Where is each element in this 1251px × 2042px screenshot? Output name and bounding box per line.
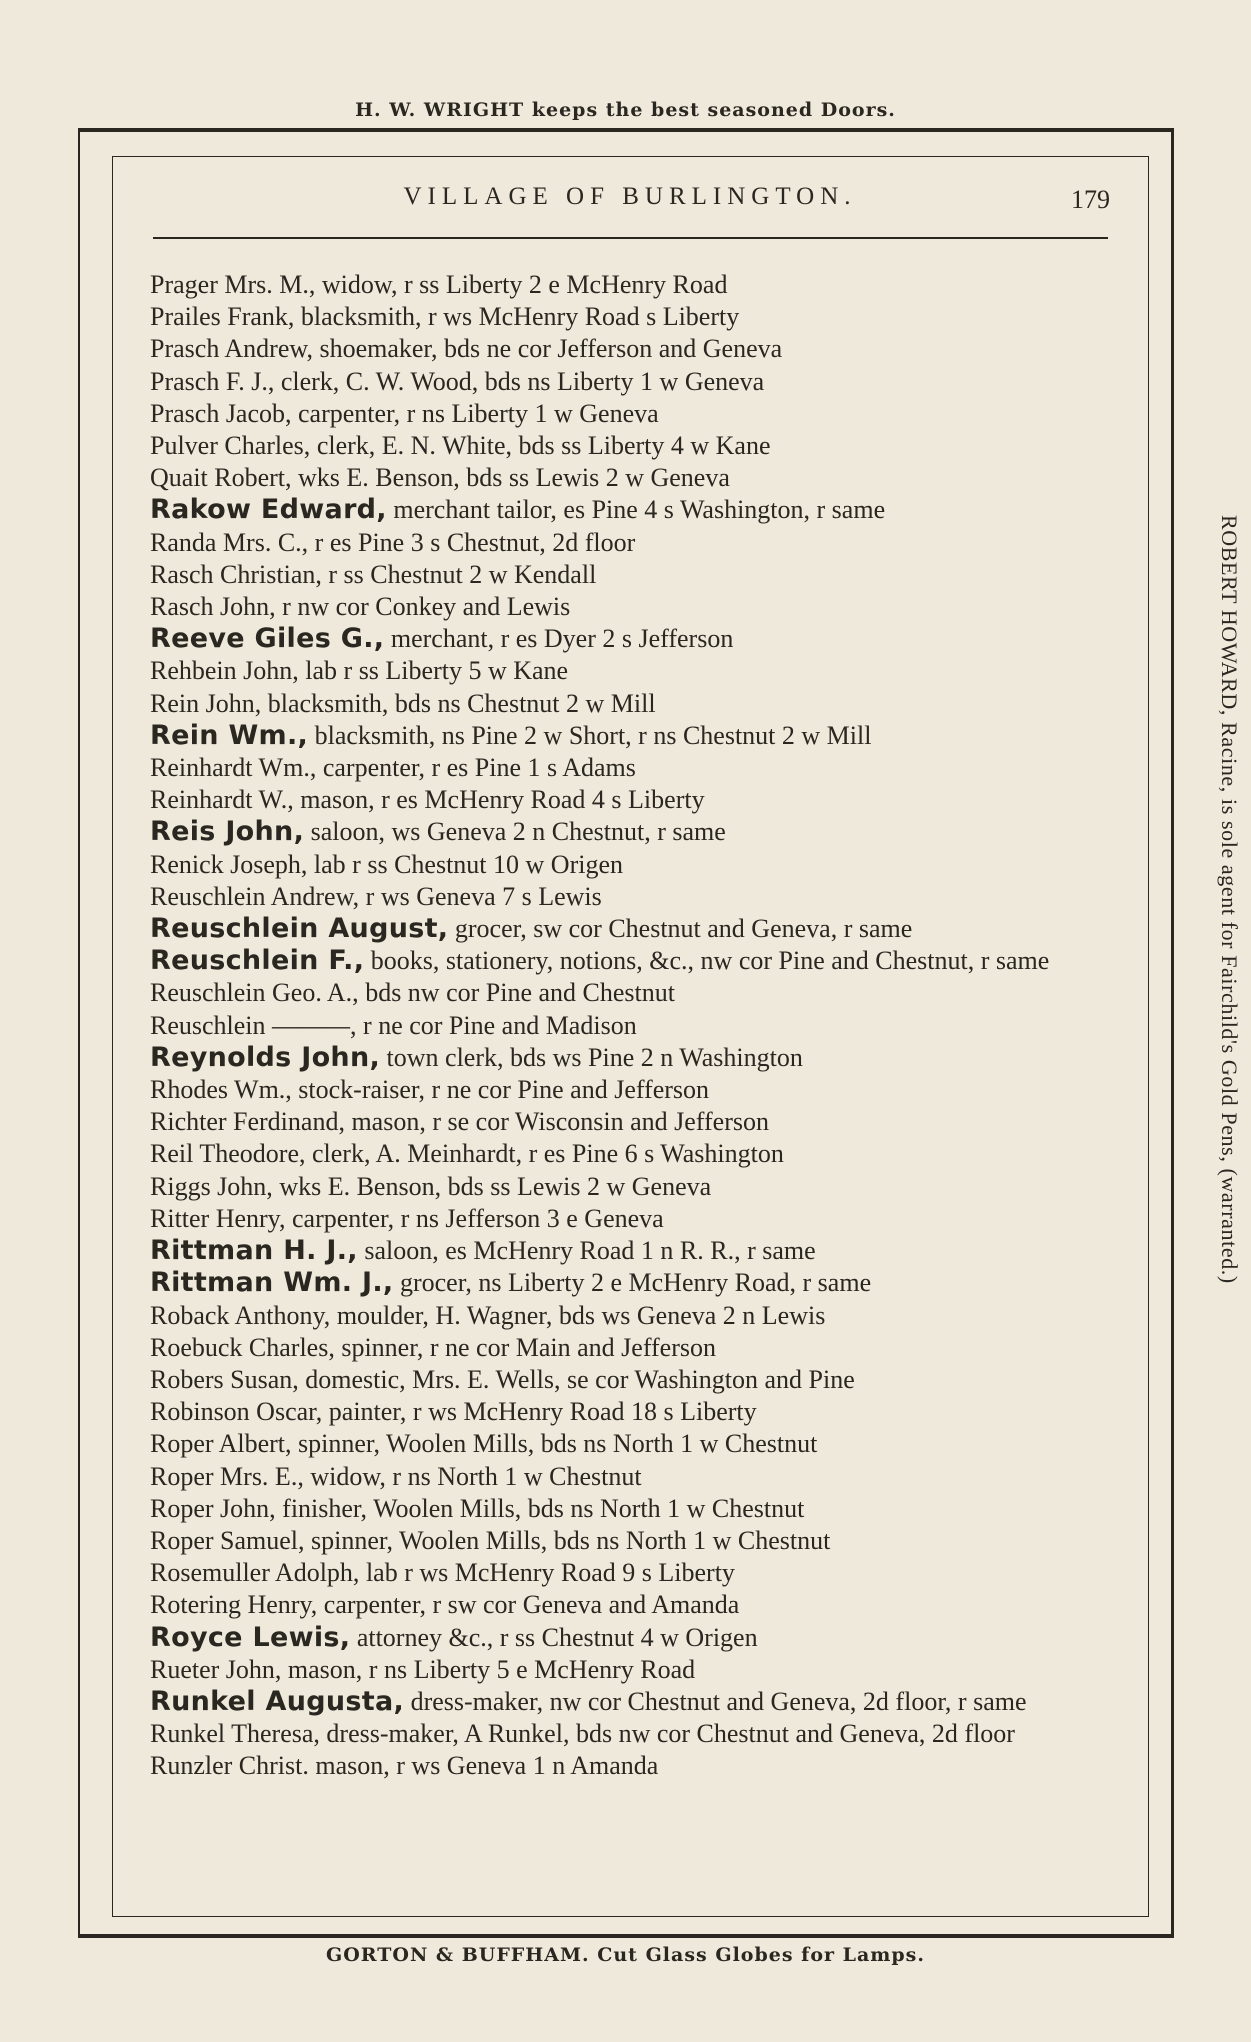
directory-entry xyxy=(150,1364,1110,1396)
directory-entry xyxy=(150,945,1110,977)
entry-detail: carpenter, r ns Jefferson 3 e Geneva xyxy=(292,1203,664,1233)
entry-name: Renick Joseph, xyxy=(150,849,308,879)
entry-name: Rhodes Wm., xyxy=(150,1075,292,1105)
directory-entry xyxy=(150,1267,1110,1299)
entry-detail: clerk, E. N. White, bds ss Liberty 4 w Kane xyxy=(316,431,771,461)
directory-entry xyxy=(150,1332,1110,1364)
entry-detail: saloon, es McHenry Road 1 n R. R., r same xyxy=(364,1236,816,1266)
entry-name: Ritter Henry, xyxy=(150,1203,286,1233)
page-title: VILLAGE OF BURLINGTON. xyxy=(403,183,857,210)
entry-name: Reis John, xyxy=(150,816,305,848)
directory-entry xyxy=(150,913,1110,945)
entry-name: Runkel Augusta, xyxy=(150,1685,405,1717)
directory-entry xyxy=(150,623,1110,655)
entry-detail: mason, r ws Geneva 1 n Amanda xyxy=(315,1751,659,1781)
directory-entry xyxy=(150,816,1110,848)
entry-name: Runkel Theresa, xyxy=(150,1719,320,1749)
entry-detail: dress-maker, A Runkel, bds nw cor Chestnut and Geneva, 2d floor xyxy=(326,1719,1015,1749)
entry-name: Rittman H. J., xyxy=(150,1235,358,1267)
directory-entry xyxy=(150,1428,1110,1460)
entry-detail: painter, r ws McHenry Road 18 s Liberty xyxy=(328,1397,757,1427)
entry-name: Rakow Edward, xyxy=(150,494,387,526)
entry-name: Rueter John, xyxy=(150,1654,282,1684)
directory-entry xyxy=(150,752,1110,784)
directory-entry xyxy=(150,688,1110,720)
directory-entry xyxy=(150,1686,1110,1718)
directory-entry xyxy=(150,559,1110,591)
entry-detail: r ne cor Pine and Madison xyxy=(363,1010,637,1040)
entry-detail: r ws Geneva 7 s Lewis xyxy=(365,881,602,911)
entry-name: Runzler Christ. xyxy=(150,1751,309,1781)
directory-entry xyxy=(150,655,1110,687)
directory-entry xyxy=(150,1138,1110,1170)
entry-detail: bds nw cor Pine and Chestnut xyxy=(365,978,675,1008)
entry-detail: blacksmith, bds ns Chestnut 2 w Mill xyxy=(267,688,656,718)
entry-name: Reinhardt W., xyxy=(150,785,294,815)
directory-entry xyxy=(150,1461,1110,1493)
bottom-advertisement: GORTON & BUFFHAM. Cut Glass Globes for Lamps. xyxy=(326,1944,925,1966)
directory-entry xyxy=(150,784,1110,816)
entry-name: Royce Lewis, xyxy=(150,1621,351,1653)
entry-detail: mason, r es McHenry Road 4 s Liberty xyxy=(300,785,705,815)
directory-entry xyxy=(150,301,1110,333)
entry-detail: clerk, C. W. Wood, bds ns Liberty 1 w Geneva xyxy=(280,366,765,396)
entry-detail: carpenter, r sw cor Geneva and Amanda xyxy=(323,1590,740,1620)
directory-entry xyxy=(150,462,1110,494)
directory-entry xyxy=(150,1750,1110,1782)
directory-entry xyxy=(150,430,1110,462)
entry-detail: r ss Chestnut 2 w Kendall xyxy=(328,559,597,589)
page-header xyxy=(150,183,1110,223)
entry-name: Rein Wm., xyxy=(150,719,309,751)
entry-detail: blacksmith, ns Pine 2 w Short, r ns Chestnut 2 w Mill xyxy=(314,720,872,750)
entry-name: Rein John, xyxy=(150,688,262,718)
directory-entry xyxy=(150,849,1110,881)
entry-name: Roper Mrs. E., xyxy=(150,1461,304,1491)
entry-detail: moulder, H. Wagner, bds ws Geneva 2 n Lewis xyxy=(336,1300,826,1330)
entry-detail: mason, r ns Liberty 5 e McHenry Road xyxy=(287,1654,696,1684)
entry-detail: shoemaker, bds ne cor Jefferson and Geneva xyxy=(319,334,783,364)
entry-name: Roper Samuel, xyxy=(150,1525,305,1555)
directory-entry xyxy=(150,1589,1110,1621)
directory-entry xyxy=(150,1300,1110,1332)
directory-entry xyxy=(150,366,1110,398)
entry-detail: merchant, r es Dyer 2 s Jefferson xyxy=(390,624,734,654)
directory-entry xyxy=(150,1171,1110,1203)
directory-entry xyxy=(150,1396,1110,1428)
entry-name: Randa Mrs. C., xyxy=(150,527,309,557)
directory-entry xyxy=(150,398,1110,430)
entry-detail: saloon, ws Geneva 2 n Chestnut, r same xyxy=(310,817,726,847)
side-advertisement-text: ROBERT HOWARD, Racine, is sole agent for Fairchild's Gold Pens, (warranted.) xyxy=(1217,515,1242,1284)
directory-entry xyxy=(150,1557,1110,1589)
entry-name: Roper John, xyxy=(150,1493,276,1523)
entry-detail: clerk, A. Meinhardt, r es Pine 6 s Washington xyxy=(311,1139,784,1169)
directory-entry xyxy=(150,269,1110,301)
entry-detail: lab r ss Chestnut 10 w Origen xyxy=(313,849,624,879)
entry-detail: grocer, ns Liberty 2 e McHenry Road, r same xyxy=(399,1268,872,1298)
entry-name: Richter Ferdinand, xyxy=(150,1107,345,1137)
directory-entry xyxy=(150,591,1110,623)
entry-name: Rasch John, xyxy=(150,592,276,622)
entry-name: Reuschlein ———, xyxy=(150,1010,357,1040)
directory-entry xyxy=(150,977,1110,1009)
entry-name: Reinhardt Wm., xyxy=(150,753,317,783)
entry-name: Prager Mrs. M., xyxy=(150,270,316,299)
entry-detail: grocer, sw cor Chestnut and Geneva, r same xyxy=(454,914,913,944)
entry-name: Reuschlein F., xyxy=(150,945,365,977)
entry-detail: finisher, Woolen Mills, bds ns North 1 w Chestnut xyxy=(282,1493,805,1523)
entry-detail: r es Pine 3 s Chestnut, 2d floor xyxy=(314,527,636,557)
entry-detail: widow, r ns North 1 w Chestnut xyxy=(310,1461,642,1491)
directory-entry xyxy=(150,1235,1110,1267)
entry-name: Roebuck Charles, xyxy=(150,1332,335,1362)
entry-name: Pulver Charles, xyxy=(150,431,311,461)
entry-name: Roback Anthony, xyxy=(150,1300,331,1330)
directory-entry xyxy=(150,1106,1110,1138)
entry-detail: spinner, Woolen Mills, bds ns North 1 w Chestnut xyxy=(298,1429,818,1459)
entry-name: Robers Susan, xyxy=(150,1364,299,1394)
entry-name: Rehbein John, xyxy=(150,656,299,686)
entry-name: Riggs John, xyxy=(150,1171,273,1201)
entry-name: Reuschlein Geo. A., xyxy=(150,978,359,1008)
entry-name: Reuschlein August, xyxy=(150,913,449,945)
top-advertisement: H. W. WRIGHT keeps the best seasoned Doors. xyxy=(355,99,896,121)
directory-entries xyxy=(150,269,1110,1783)
entry-detail: lab r ws McHenry Road 9 s Liberty xyxy=(365,1558,735,1588)
directory-entry xyxy=(150,881,1110,913)
directory-entry xyxy=(150,1525,1110,1557)
entry-detail: spinner, Woolen Mills, bds ns North 1 w Chestnut xyxy=(311,1525,831,1555)
entry-detail: merchant tailor, es Pine 4 s Washington, r same xyxy=(393,495,886,525)
directory-entry xyxy=(150,1718,1110,1750)
entry-name: Rosemuller Adolph, xyxy=(150,1558,360,1588)
entry-detail: attorney &c., r ss Chestnut 4 w Origen xyxy=(356,1622,758,1652)
directory-entry xyxy=(150,1622,1110,1654)
header-rule xyxy=(153,237,1108,239)
entry-detail: spinner, r ne cor Main and Jefferson xyxy=(341,1332,716,1362)
entry-detail: r nw cor Conkey and Lewis xyxy=(282,592,571,622)
entry-detail: carpenter, r ns Liberty 1 w Geneva xyxy=(298,398,659,428)
directory-entry xyxy=(150,333,1110,365)
entry-name: Reeve Giles G., xyxy=(150,623,385,655)
directory-entry xyxy=(150,1010,1110,1042)
entry-detail: stock-raiser, r ne cor Pine and Jefferson xyxy=(298,1075,710,1105)
directory-entry xyxy=(150,1493,1110,1525)
directory-entry xyxy=(150,1203,1110,1235)
entry-name: Prasch Jacob, xyxy=(150,398,292,428)
directory-entry xyxy=(150,1042,1110,1074)
entry-detail: books, stationery, notions, &c., nw cor Pine and Chestnut, r same xyxy=(370,946,1050,976)
entry-name: Reil Theodore, xyxy=(150,1139,306,1169)
entry-detail: mason, r se cor Wisconsin and Jefferson xyxy=(351,1107,769,1137)
entry-name: Roper Albert, xyxy=(150,1429,292,1459)
directory-entry xyxy=(150,494,1110,526)
directory-entry xyxy=(150,527,1110,559)
entry-name: Reuschlein Andrew, xyxy=(150,881,360,911)
entry-name: Prasch F. J., xyxy=(150,366,275,396)
entry-name: Reynolds John, xyxy=(150,1041,381,1073)
entry-detail: wks E. Benson, bds ss Lewis 2 w Geneva xyxy=(279,1171,712,1201)
entry-detail: lab r ss Liberty 5 w Kane xyxy=(305,656,569,686)
side-advertisement xyxy=(1215,515,1243,1615)
directory-entry xyxy=(150,1074,1110,1106)
entry-detail: town clerk, bds ws Pine 2 n Washington xyxy=(386,1042,803,1072)
entry-name: Rasch Christian, xyxy=(150,559,322,589)
entry-detail: dress-maker, nw cor Chestnut and Geneva, 2d floor, r same xyxy=(410,1686,1027,1716)
directory-entry xyxy=(150,1654,1110,1686)
entry-name: Robinson Oscar, xyxy=(150,1397,323,1427)
entry-name: Quait Robert, xyxy=(150,463,292,493)
entry-detail: domestic, Mrs. E. Wells, se cor Washington and Pine xyxy=(305,1364,855,1394)
entry-detail: carpenter, r es Pine 1 s Adams xyxy=(322,753,636,783)
entry-detail: wks E. Benson, bds ss Lewis 2 w Geneva xyxy=(298,463,730,493)
entry-name: Rotering Henry, xyxy=(150,1590,318,1620)
page-number: 179 xyxy=(1071,185,1110,214)
entry-name: Prasch Andrew, xyxy=(150,334,313,364)
entry-detail: blacksmith, r ws McHenry Road s Liberty xyxy=(300,302,740,332)
entry-name: Prailes Frank, xyxy=(150,302,295,332)
directory-entry xyxy=(150,720,1110,752)
entry-name: Rittman Wm. J., xyxy=(150,1267,394,1299)
entry-detail: widow, r ss Liberty 2 e McHenry Road xyxy=(321,270,728,299)
